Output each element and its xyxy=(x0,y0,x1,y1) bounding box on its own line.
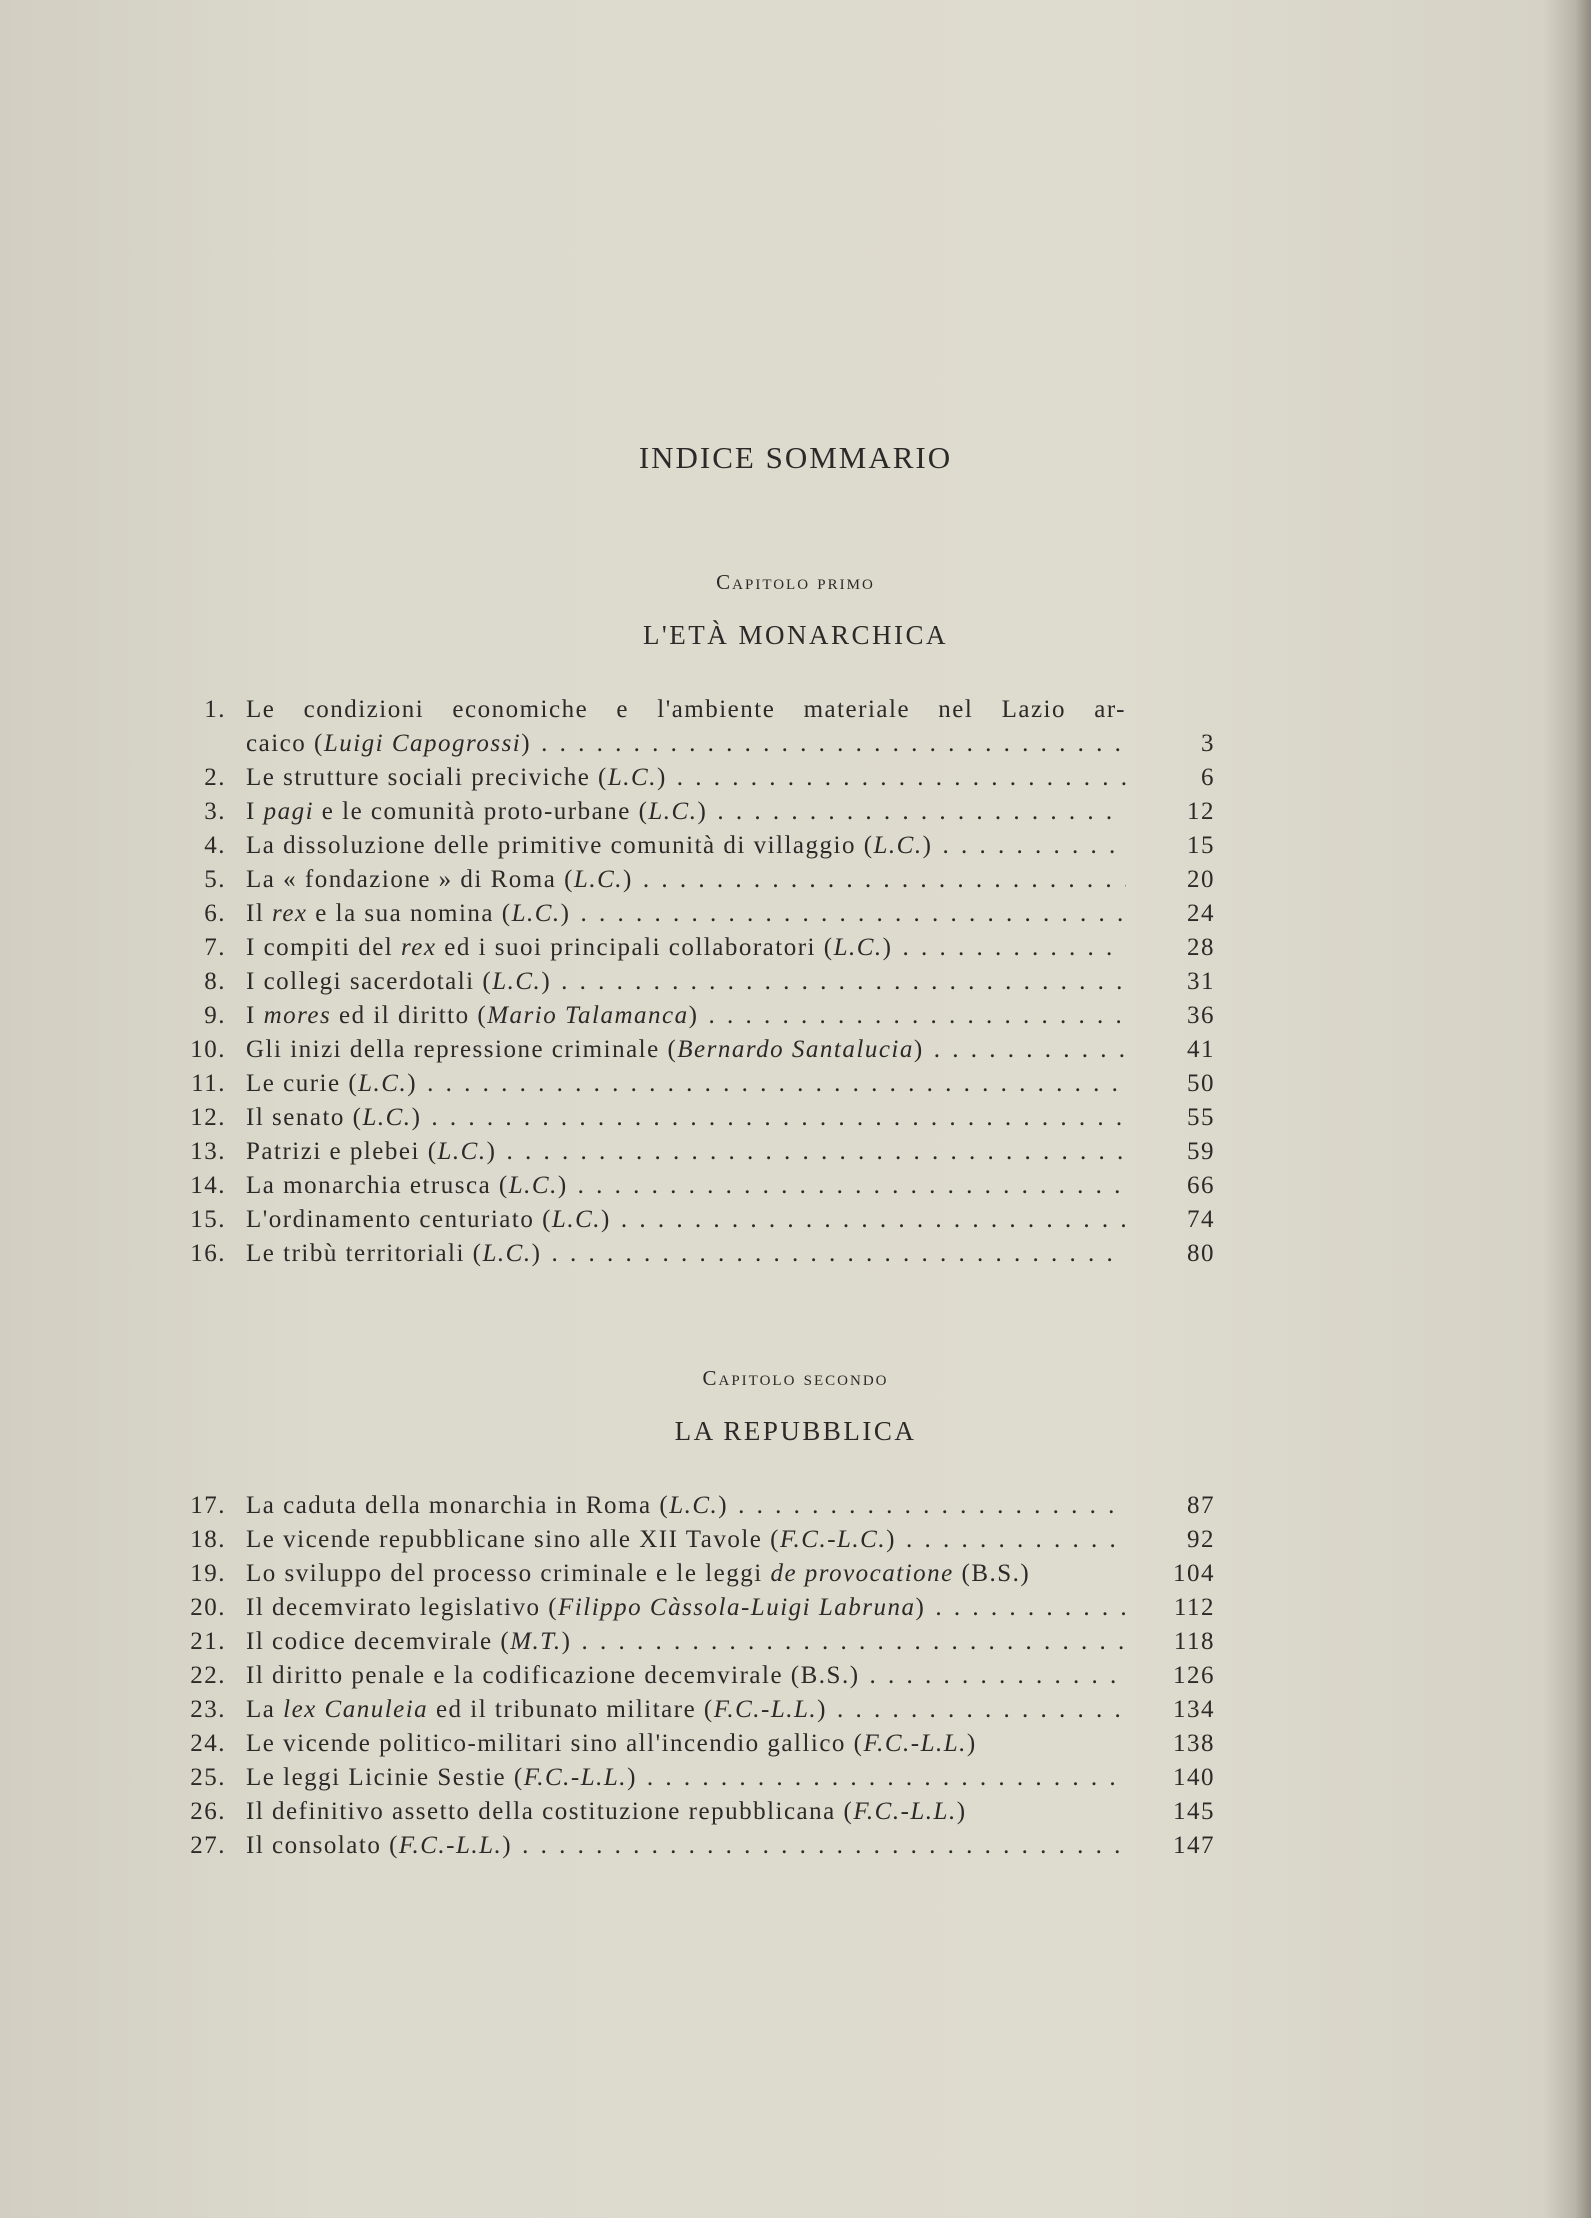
entry-text-segment: ) xyxy=(411,1104,422,1131)
entry-title-line xyxy=(246,897,1126,931)
toc-entry xyxy=(180,693,1215,761)
entry-text xyxy=(246,1101,421,1135)
entry-text-segment: Il decemvirato legislativo ( xyxy=(246,1594,559,1621)
entry-number: 20. xyxy=(190,1594,226,1621)
dot-leader xyxy=(512,1829,1126,1863)
entry-text-segment: (B.S.) xyxy=(953,1560,1031,1587)
page-number: 92 xyxy=(1187,1526,1215,1553)
entry-text-segment: Il codice decemvirale ( xyxy=(246,1628,511,1655)
entry-author-or-term: rex xyxy=(272,900,308,927)
dot-leader xyxy=(925,1591,1126,1625)
entry-text-segment: Il definitivo assetto della costituzione repubblicana ( xyxy=(246,1798,854,1825)
toc-entry xyxy=(180,1829,1215,1863)
entry-text xyxy=(246,696,1126,723)
toc-entry xyxy=(180,1795,1215,1829)
entry-text xyxy=(246,795,707,829)
dot-leader xyxy=(633,863,1126,897)
entry-text-segment: Le strutture sociali preciviche ( xyxy=(246,764,608,791)
entry-text-segment: ) xyxy=(486,1138,497,1165)
entry-title xyxy=(246,1169,1126,1203)
toc-entry xyxy=(180,1625,1215,1659)
entry-text-segment: caico ( xyxy=(246,730,324,757)
dot-leader xyxy=(698,999,1126,1033)
page-number: 50 xyxy=(1187,1070,1215,1097)
entry-text-segment: ) xyxy=(407,1070,418,1097)
toc-entry xyxy=(180,1489,1215,1523)
entry-number: 4. xyxy=(204,832,226,859)
entry-author-or-term: F.C.-L.L. xyxy=(523,1764,628,1791)
entry-text-segment: Patrizi e plebei ( xyxy=(246,1138,438,1165)
entry-title xyxy=(246,999,1126,1033)
entry-text-segment: Le curie ( xyxy=(246,1070,359,1097)
page-number: 36 xyxy=(1187,1002,1215,1029)
entry-number: 8. xyxy=(204,968,226,995)
entry-author-or-term: L.C. xyxy=(362,1104,412,1131)
chapter-2-label: Capitolo secondo xyxy=(702,1366,889,1390)
entry-title xyxy=(246,897,1126,931)
entry-title-line xyxy=(246,727,1126,761)
entry-title-line xyxy=(246,1727,1126,1761)
entry-number: 3. xyxy=(204,798,226,825)
entry-title-line xyxy=(246,1591,1126,1625)
toc-entry xyxy=(180,1169,1215,1203)
entry-text-segment: Il consolato ( xyxy=(246,1832,399,1859)
entry-title-line xyxy=(246,1067,1126,1101)
entry-number: 17. xyxy=(190,1492,226,1519)
entry-author-or-term: F.C.-L.L. xyxy=(398,1832,503,1859)
dot-leader xyxy=(541,1237,1126,1271)
entry-author-or-term: pagi xyxy=(263,798,315,825)
entry-number: 2. xyxy=(204,764,226,791)
page-number: 87 xyxy=(1187,1492,1215,1519)
entry-text xyxy=(246,1203,611,1237)
entry-text-segment: ) xyxy=(521,730,532,757)
page-number: 31 xyxy=(1187,968,1215,995)
entry-author-or-term: L.C. xyxy=(648,798,698,825)
entry-text-segment: L'ordinamento centuriato ( xyxy=(246,1206,552,1233)
entry-author-or-term: Luigi Capogrossi xyxy=(323,730,522,757)
entry-author-or-term: F.C.-L.L. xyxy=(853,1798,957,1825)
dot-leader xyxy=(496,1135,1126,1169)
entry-title-line xyxy=(246,1557,1126,1591)
chapter-2-title: LA REPUBBLICA xyxy=(674,1416,917,1446)
chapter-1-title: L'ETÀ MONARCHICA xyxy=(642,620,949,650)
entry-number: 9. xyxy=(204,1002,226,1029)
entry-author-or-term: L.C. xyxy=(573,866,624,893)
dot-leader xyxy=(568,1169,1126,1203)
entry-title xyxy=(246,693,1126,761)
entry-text xyxy=(246,1135,496,1169)
entry-title xyxy=(246,1033,1126,1067)
entry-title xyxy=(246,1795,1126,1829)
entry-title-line xyxy=(246,693,1126,727)
entry-text xyxy=(246,1033,924,1067)
entry-author-or-term: L.C. xyxy=(607,764,657,791)
entry-text-segment: Le leggi Licinie Sestie ( xyxy=(246,1764,524,1791)
entry-text xyxy=(246,1237,541,1271)
entry-number: 13. xyxy=(190,1138,226,1165)
entry-text-segment: I compiti del xyxy=(246,934,401,961)
entry-number: 16. xyxy=(190,1240,226,1267)
entry-text-segment: ) xyxy=(718,1492,729,1519)
entry-text-segment: ) xyxy=(541,968,552,995)
entry-title xyxy=(246,863,1126,897)
entry-author-or-term: Bernardo Santalucia xyxy=(677,1036,914,1063)
page-number: 66 xyxy=(1187,1172,1215,1199)
toc-entry xyxy=(180,1033,1215,1067)
toc-entry xyxy=(180,1693,1215,1727)
entry-text-segment: ed i suoi principali collaboratori ( xyxy=(436,934,834,961)
entry-title-line xyxy=(246,863,1126,897)
entry-text-segment: ) xyxy=(886,1526,896,1553)
entry-number: 27. xyxy=(190,1832,226,1859)
toc-entry xyxy=(180,829,1215,863)
entry-text xyxy=(246,1067,417,1101)
entry-text-segment: La caduta della monarchia in Roma ( xyxy=(246,1492,670,1519)
dot-leader xyxy=(571,1625,1126,1659)
entry-text-segment: ) xyxy=(502,1832,513,1859)
entry-author-or-term: L.C. xyxy=(511,900,561,927)
entry-text xyxy=(246,1761,637,1795)
entry-title-line xyxy=(246,1135,1126,1169)
entry-title xyxy=(246,1523,1126,1557)
entry-text-segment: ) xyxy=(915,1594,926,1621)
page-number: 6 xyxy=(1201,764,1215,791)
toc-entry xyxy=(180,1101,1215,1135)
entry-title xyxy=(246,1489,1126,1523)
entry-text xyxy=(246,829,932,863)
entry-title-line xyxy=(246,1829,1126,1863)
page-number: 55 xyxy=(1187,1104,1215,1131)
entry-text xyxy=(246,1489,728,1523)
entry-title xyxy=(246,1203,1126,1237)
entry-author-or-term: lex Canuleia xyxy=(283,1696,429,1723)
page-number: 15 xyxy=(1187,832,1215,859)
entry-title-line xyxy=(246,1761,1126,1795)
entry-title xyxy=(246,829,1126,863)
entry-author-or-term: M.T. xyxy=(510,1628,562,1655)
entry-title-line xyxy=(246,931,1126,965)
dot-leader xyxy=(637,1761,1126,1795)
dot-leader xyxy=(893,931,1127,965)
entry-number: 11. xyxy=(191,1070,226,1097)
entry-number: 18. xyxy=(190,1526,226,1553)
page-number: 20 xyxy=(1187,866,1215,893)
entry-text-segment: ) xyxy=(688,1002,699,1029)
entry-author-or-term: L.C. xyxy=(551,1206,602,1233)
toc-entry xyxy=(180,1591,1215,1625)
entry-author-or-term: L.C. xyxy=(482,1240,532,1267)
entry-title xyxy=(246,1693,1126,1727)
entry-text-segment: ) xyxy=(560,900,571,927)
chapter-1-label: Capitolo primo xyxy=(716,570,875,594)
page-number: 118 xyxy=(1173,1628,1215,1655)
entry-text xyxy=(246,1829,512,1863)
page-number: 145 xyxy=(1173,1798,1215,1825)
dot-leader xyxy=(728,1489,1126,1523)
entry-author-or-term: F.C.-L.L. xyxy=(713,1696,818,1723)
entry-author-or-term: Filippo Càssola-Luigi Labruna xyxy=(558,1594,916,1621)
toc-entry xyxy=(180,1237,1215,1271)
entry-number: 24. xyxy=(190,1730,226,1757)
page-number: 3 xyxy=(1201,730,1215,757)
entry-text-segment: Il diritto penale e la codificazione decemvirale (B.S.) xyxy=(246,1662,860,1689)
entry-title xyxy=(246,1761,1126,1795)
entry-title xyxy=(246,1829,1126,1863)
page-number: 138 xyxy=(1173,1730,1215,1757)
toc-entry xyxy=(180,1659,1215,1693)
entry-title-line xyxy=(246,1659,1126,1693)
entry-text-segment: ed il tribunato militare ( xyxy=(428,1696,714,1723)
entry-text xyxy=(246,727,531,761)
entry-title xyxy=(246,1067,1126,1101)
entry-number: 12. xyxy=(190,1104,226,1131)
entry-author-or-term: L.C. xyxy=(873,832,923,859)
toc-entry xyxy=(180,1557,1215,1591)
entry-text-segment: ) xyxy=(697,798,708,825)
entry-title-line xyxy=(246,1101,1126,1135)
entry-text-segment: La monarchia etrusca ( xyxy=(246,1172,509,1199)
toc-entry xyxy=(180,863,1215,897)
dot-leader xyxy=(896,1523,1126,1557)
entry-number: 22. xyxy=(190,1662,226,1689)
entry-number: 10. xyxy=(190,1036,226,1063)
entry-text xyxy=(246,1693,827,1727)
entry-title-line xyxy=(246,829,1126,863)
chapter-2-entries xyxy=(180,1489,1215,1863)
page-number: 74 xyxy=(1187,1206,1215,1233)
toc-entry xyxy=(180,1523,1215,1557)
entry-author-or-term: L.C. xyxy=(358,1070,408,1097)
entry-text-segment: ) xyxy=(966,1730,977,1757)
page-title: INDICE SOMMARIO xyxy=(638,440,953,475)
entry-text-segment: ) xyxy=(913,1036,924,1063)
entry-text-segment: Le vicende politico-militari sino all'incendio gallico ( xyxy=(246,1730,864,1757)
entry-text-segment: Le tribù territoriali ( xyxy=(246,1240,483,1267)
dot-leader xyxy=(932,829,1126,863)
entry-author-or-term: L.C. xyxy=(669,1492,719,1519)
entry-number: 23. xyxy=(190,1696,226,1723)
entry-number: 26. xyxy=(190,1798,226,1825)
toc-entry xyxy=(180,761,1215,795)
entry-title xyxy=(246,1625,1126,1659)
entry-author-or-term: Mario Talamanca xyxy=(487,1002,689,1029)
entry-text xyxy=(246,999,698,1033)
dot-leader xyxy=(707,795,1126,829)
entry-text-segment: I xyxy=(246,1002,264,1029)
entry-author-or-term: F.C.-L.L. xyxy=(863,1730,967,1757)
page-number: 104 xyxy=(1173,1560,1215,1587)
entry-title-line xyxy=(246,1795,1126,1829)
entry-title-line xyxy=(246,965,1126,999)
entry-text-segment: e le comunità proto-urbane ( xyxy=(314,798,649,825)
entry-text-segment: I xyxy=(246,798,264,825)
page-number: 24 xyxy=(1187,900,1215,927)
entry-title xyxy=(246,1557,1126,1591)
page-number: 134 xyxy=(1173,1696,1215,1723)
entry-text-segment: ) xyxy=(623,866,633,893)
toc-entry xyxy=(180,1727,1215,1761)
entry-text-segment: ) xyxy=(627,1764,637,1791)
toc-entry xyxy=(180,1067,1215,1101)
entry-title-line xyxy=(246,1523,1126,1557)
entry-title xyxy=(246,1727,1126,1761)
toc-entry xyxy=(180,965,1215,999)
entry-title-line xyxy=(246,1489,1126,1523)
entry-title-line xyxy=(246,761,1126,795)
dot-leader xyxy=(860,1659,1126,1693)
dot-leader xyxy=(924,1033,1126,1067)
entry-author-or-term: de provocatione xyxy=(770,1560,954,1587)
entry-text xyxy=(246,1659,860,1693)
entry-title-line xyxy=(246,1169,1126,1203)
entry-number: 6. xyxy=(204,900,226,927)
entry-author-or-term: mores xyxy=(263,1002,332,1029)
entry-text xyxy=(246,1625,571,1659)
entry-title-line xyxy=(246,1237,1126,1271)
toc-entry xyxy=(180,1135,1215,1169)
dot-leader xyxy=(417,1067,1126,1101)
entry-text xyxy=(246,1169,568,1203)
entry-text-segment: Lo sviluppo del processo criminale e le leggi xyxy=(246,1560,771,1587)
entry-title-line xyxy=(246,1693,1126,1727)
page-number: 59 xyxy=(1187,1138,1215,1165)
entry-text-segment: ) xyxy=(882,934,893,961)
dot-leader xyxy=(531,727,1126,761)
page-number: 80 xyxy=(1187,1240,1215,1267)
page-number: 140 xyxy=(1173,1764,1215,1791)
entry-title xyxy=(246,965,1126,999)
entry-title xyxy=(246,1237,1126,1271)
dot-leader xyxy=(827,1693,1126,1727)
entry-text xyxy=(246,1727,977,1761)
entry-text-segment: ) xyxy=(561,1628,572,1655)
toc-entry xyxy=(180,897,1215,931)
entry-text-segment: Gli inizi della repressione criminale ( xyxy=(246,1036,678,1063)
entry-text xyxy=(246,965,551,999)
entry-number: 1. xyxy=(204,696,226,723)
entry-text xyxy=(246,863,633,897)
entry-title xyxy=(246,1101,1126,1135)
dot-leader xyxy=(570,897,1126,931)
entry-title-line xyxy=(246,1625,1126,1659)
entry-text xyxy=(246,1591,925,1625)
entry-number: 7. xyxy=(204,934,226,961)
entry-text xyxy=(246,1795,967,1829)
toc-entry xyxy=(180,1203,1215,1237)
entry-number: 21. xyxy=(190,1628,226,1655)
page-number: 28 xyxy=(1187,934,1215,961)
entry-text-segment: ) xyxy=(817,1696,827,1723)
entry-title xyxy=(246,1659,1126,1693)
entry-text-segment: ) xyxy=(656,764,667,791)
entry-number: 25. xyxy=(190,1764,226,1791)
dot-leader xyxy=(551,965,1126,999)
entry-author-or-term: L.C. xyxy=(833,934,883,961)
entry-text xyxy=(246,1523,896,1557)
page-number: 147 xyxy=(1173,1832,1215,1859)
dot-leader xyxy=(611,1203,1126,1237)
page-number: 41 xyxy=(1187,1036,1215,1063)
dot-leader xyxy=(667,761,1126,795)
entry-text-segment: ed il diritto ( xyxy=(331,1002,488,1029)
entry-author-or-term: L.C. xyxy=(437,1138,487,1165)
entry-title xyxy=(246,761,1126,795)
toc-entry xyxy=(180,1761,1215,1795)
entry-text-segment: La xyxy=(246,1696,284,1723)
entry-number: 14. xyxy=(190,1172,226,1199)
entry-text-segment: ) xyxy=(956,1798,967,1825)
entry-text-segment: Il xyxy=(246,900,273,927)
page-number: 126 xyxy=(1173,1662,1215,1689)
toc-entry xyxy=(180,931,1215,965)
page-number: 12 xyxy=(1187,798,1215,825)
dot-leader xyxy=(421,1101,1126,1135)
entry-text xyxy=(246,1557,1030,1591)
entry-number: 19. xyxy=(190,1560,226,1587)
entry-title xyxy=(246,795,1126,829)
entry-title-line xyxy=(246,795,1126,829)
entry-text-segment: Le vicende repubblicane sino alle XII Tavole ( xyxy=(246,1526,780,1553)
entry-text-segment: Le condizioni economiche e l'ambiente materiale nel Lazio ar- xyxy=(246,696,1126,723)
entry-author-or-term: L.C. xyxy=(508,1172,558,1199)
entry-number: 5. xyxy=(204,866,226,893)
entry-number: 15. xyxy=(190,1206,226,1233)
entry-text-segment: ) xyxy=(922,832,933,859)
entry-title xyxy=(246,1591,1126,1625)
entry-text-segment: ) xyxy=(557,1172,568,1199)
entry-text-segment: La « fondazione » di Roma ( xyxy=(246,866,574,893)
entry-title-line xyxy=(246,999,1126,1033)
entry-author-or-term: L.C. xyxy=(492,968,542,995)
entry-title xyxy=(246,1135,1126,1169)
entry-title-line xyxy=(246,1033,1126,1067)
entry-text xyxy=(246,897,570,931)
toc-entry xyxy=(180,999,1215,1033)
entry-author-or-term: F.C.-L.C. xyxy=(779,1526,887,1553)
entry-text-segment: I collegi sacerdotali ( xyxy=(246,968,493,995)
entry-title xyxy=(246,931,1126,965)
entry-title-line xyxy=(246,1203,1126,1237)
entry-text-segment: e la sua nomina ( xyxy=(307,900,512,927)
toc-entry xyxy=(180,795,1215,829)
entry-author-or-term: rex xyxy=(401,934,437,961)
entry-text xyxy=(246,761,667,795)
entry-text-segment: ) xyxy=(531,1240,542,1267)
page-number: 112 xyxy=(1173,1594,1215,1621)
entry-text-segment: ) xyxy=(601,1206,611,1233)
entry-text xyxy=(246,931,893,965)
entry-text-segment: Il senato ( xyxy=(246,1104,363,1131)
entry-text-segment: La dissoluzione delle primitive comunità di villaggio ( xyxy=(246,832,874,859)
chapter-1-entries xyxy=(180,693,1215,1271)
